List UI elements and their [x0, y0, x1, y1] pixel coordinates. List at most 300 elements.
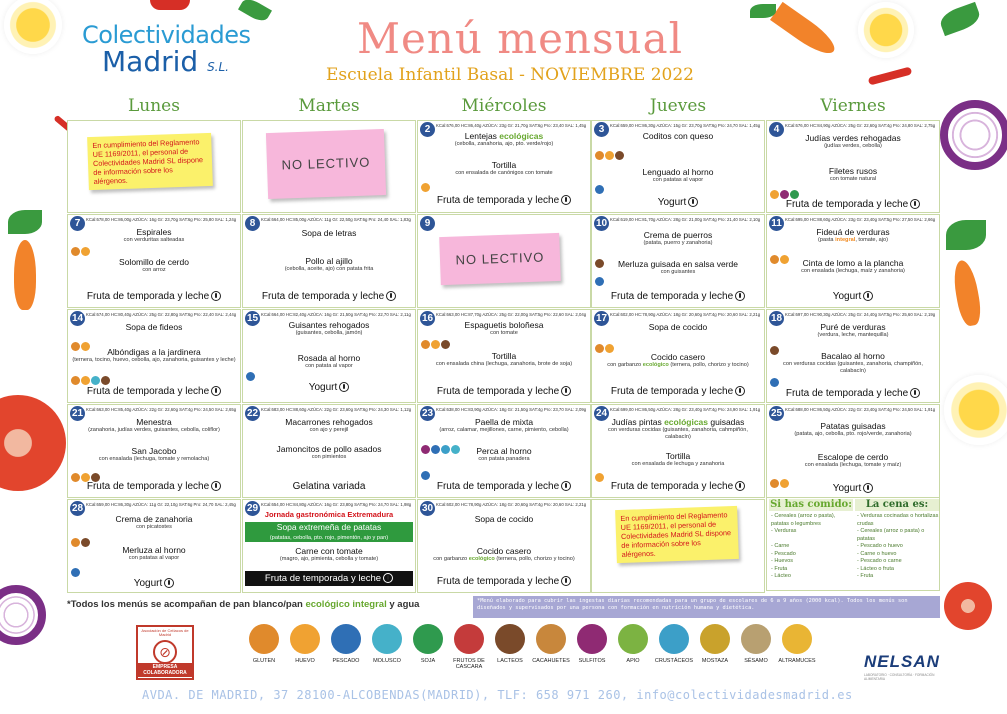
first-dish-detail: [771, 237, 935, 244]
soy-allergen-icon: [413, 624, 443, 654]
second-dish: [243, 444, 415, 461]
fish-allergen-icon: [770, 378, 779, 387]
allergen-label: SOJA: [420, 658, 436, 664]
list-item: - Carne o huevo: [857, 550, 897, 557]
second-dish: [592, 167, 764, 184]
allergen-icons: [770, 251, 790, 261]
day-number: 3: [594, 122, 609, 137]
egg-allergen-icon: [605, 151, 614, 160]
milk-allergen-icon: [863, 291, 873, 301]
first-dish: [767, 227, 939, 244]
list-item: - Pescado o carne: [857, 558, 902, 564]
milk-allergen-icon: [561, 195, 571, 205]
day-cell-17: [591, 309, 765, 403]
allergen-label: MOSTAZA: [701, 658, 729, 664]
dessert: [68, 578, 240, 589]
second-dish-name: Perca al horno: [476, 446, 532, 456]
dessert: [767, 483, 939, 494]
dessert-label: Fruta de temporada y leche: [86, 386, 210, 397]
first-dish-detail: (patatas, cebolla, pto. rojo, pimentón, ajo y pan): [269, 535, 389, 541]
first-dish: [767, 133, 939, 150]
nutrition-info: KCal:676,00 HC:86,40g AZÚCA: 23g Gr: 21,70g SAT:6g Pro: 23,40 SAL: 1,45g: [436, 123, 587, 128]
list-item: - Lácteo o fruta: [857, 565, 894, 572]
tomato-decoration-icon: [0, 395, 66, 491]
dessert: [68, 291, 240, 302]
list-item: - Verduras cocinadas o hortalizas crudas: [857, 513, 939, 527]
milk-allergen-icon: [164, 578, 174, 588]
milk-allergen-icon: [441, 340, 450, 349]
second-dish-detail: [596, 362, 760, 369]
day-number: 24: [595, 408, 608, 419]
dessert-label: Fruta de temporada y leche: [261, 291, 385, 302]
milk-allergen-icon: [735, 291, 745, 301]
fish-allergen-icon: [71, 568, 80, 577]
allergen-icons: [770, 186, 800, 196]
day-cell-3: [591, 120, 765, 213]
second-dish-detail: con patata al vapor: [305, 363, 353, 369]
page-title: Menú mensual: [356, 14, 684, 63]
first-dish: [243, 417, 415, 434]
day-number: 18: [770, 313, 783, 324]
dessert: [418, 195, 590, 206]
legal-note: En cumplimiento del Reglamento UE 1169/2011, el personal de Colectividades Madrid SL dispone de información sobre los alérgenos.: [87, 133, 213, 190]
milk-allergen-icon: [910, 199, 920, 209]
day-number: 28: [71, 503, 84, 514]
nutrition-info: KCal:676,00 HC:84,90g AZÚCA: 25g Gr: 22,60g SAT:4g Pro: 24,80 SAL: 2,75g: [785, 123, 936, 128]
carrot-decoration-icon: [770, 2, 840, 60]
second-dish-detail: con ensalada de lechuga y zanahoria: [631, 461, 725, 467]
allergen-label: HUEVO: [295, 658, 315, 664]
list-item: - Fruta: [857, 573, 874, 579]
milk-allergen-icon: [688, 197, 698, 207]
allergen-legend-item: [326, 624, 366, 664]
dessert-label: Yogurt: [657, 197, 687, 208]
first-dish: [592, 417, 764, 441]
second-dish: [767, 166, 939, 183]
dessert: [592, 386, 764, 397]
first-dish: Sopa de cocido: [648, 322, 708, 332]
second-dish-detail: (ternera, tocino, huevo, cebolla, ajo, zanahoria, guisantes y leche): [72, 357, 236, 363]
allergen-legend-item: [654, 624, 694, 664]
day-cell-30: [417, 499, 591, 593]
allergen-label: PESCADO: [332, 658, 360, 664]
day-cell-28: [67, 499, 241, 593]
first-dish-name: Patatas guisadas: [820, 421, 886, 431]
dessert: [243, 382, 415, 393]
first-dish-detail: con tomate: [490, 330, 518, 336]
allergen-icons: [421, 467, 431, 477]
day-number: 8: [245, 216, 260, 231]
first-dish: [418, 320, 590, 337]
day-cell-21: [67, 404, 241, 498]
nutrition-info: KCal:664,00 HC:82,40g AZÚCA: 16g Gr: 21,50g SAT:4g Pro: 22,70 SAL: 2,11g: [261, 312, 411, 317]
leaf-decoration-icon: [937, 2, 982, 36]
dinner-guide-head-lunch: Si has comido:: [770, 499, 852, 510]
gluten-free-icon: ⊘: [153, 640, 177, 664]
company-logo: [82, 22, 262, 82]
second-dish-name: Tortilla: [491, 160, 517, 170]
allergen-legend-item: [777, 624, 817, 664]
first-dish: [418, 417, 590, 434]
dessert-label: Fruta de temporada y leche: [785, 199, 909, 210]
allergen-legend-item: [572, 624, 612, 664]
nutrition-info: KCal:602,00 HC:78,90g AZÚCA: 18g Gr: 20,60g SAT:4g Pro: 20,60 SAL: 2,21g: [610, 312, 761, 317]
second-dish-detail: con patatas al vapor: [128, 555, 180, 561]
second-dish-detail: con patata panadera: [478, 456, 530, 462]
first-dish: Sopa de fideos: [125, 322, 183, 332]
carrot-decoration-icon: [950, 259, 983, 328]
allergen-icons: [421, 441, 461, 451]
dessert: [68, 386, 240, 397]
list-item: - Cereales (arroz o pasta) o patatas: [857, 528, 925, 542]
allergen-label: FRUTOS DE CASCARA: [453, 658, 485, 670]
day-cell-1: [242, 120, 416, 213]
allergen-label: APIO: [626, 658, 640, 664]
nutrition-info: KCal:678,00 HC:86,00g AZÚCA: 16g Gr: 23,70g SAT:6g Pro: 25,80 SAL: 1,24g: [86, 217, 237, 222]
nutrition-info: KCal:638,00 HC:83,90g AZÚCA: 18g Gr: 21,50g SAT:4g Pro: 23,70 SAL: 2,09g: [436, 407, 587, 412]
day-cell-7: [67, 214, 241, 308]
list-item: - Pescado o huevo: [857, 543, 903, 549]
tomato-decoration-icon: [944, 582, 992, 630]
logo-madrid: Madrid: [102, 45, 199, 78]
allergen-legend-item: [449, 624, 489, 670]
dessert-label: Fruta de temporada y leche: [610, 291, 734, 302]
first-dish-detail: (guisantes, cebolla, jamón): [295, 330, 363, 336]
first-dish: Sopa de letras: [301, 228, 357, 238]
nutrition-info: KCal:664,00 HC:85,00g AZÚCA: 11g Gr: 22,50g SAT:6g Pro: 24,40 SAL: 1,83g: [261, 217, 411, 222]
day-cell-25: [766, 404, 940, 498]
allergen-icons: [421, 179, 431, 189]
first-dish-name: Menestra: [136, 417, 172, 427]
nutrition-info: KCal:695,00 HC:88,60g AZÚCA: 23g Gr: 23,40g SAT:5g Pro: 27,50 SAL: 2,66g: [785, 217, 936, 222]
onion-decoration-icon: [940, 100, 1007, 170]
egg-allergen-icon: [770, 190, 779, 199]
eco-tag: ecológicas: [664, 417, 708, 427]
gluten-allergen-icon: [71, 376, 80, 385]
sulphite-allergen-icon: [577, 624, 607, 654]
first-dish-detail: con verduritas salteadas: [123, 237, 185, 243]
nutrition-info: KCal:659,00 HC:86,30g AZÚCA: 15g Gr: 23,70g SAT:6g Pro: 24,70 SAL: 1,45g: [610, 123, 761, 128]
milk-allergen-icon: [211, 291, 221, 301]
first-dish-detail: (zanahoria, judías verdes, guisantes, cebolla, coliflor): [88, 427, 220, 433]
stamp-bottom-text: EMPRESA COLABORADORA: [138, 663, 192, 677]
allergen-label: CRUSTÁCEOS: [654, 658, 694, 664]
second-dish: [243, 546, 415, 563]
day-cell-14: [67, 309, 241, 403]
second-dish: [418, 546, 590, 563]
nutrition-disclaimer: *Menú elaborado para cubrir las ingestas diarias recomendadas para un grupo de escolares de 6 a 9 años (2000 kcal). Todos los menús son diseñados y supervisados por una persona con formación en nutrición humana y dietética.: [473, 596, 940, 618]
second-dish-name: Cocido casero: [476, 546, 532, 556]
milk-allergen-icon: [339, 382, 349, 392]
day-number: 4: [769, 122, 784, 137]
allergen-legend-item: [285, 624, 325, 664]
day-number: 10: [595, 218, 608, 229]
first-dish-name: Espirales: [136, 227, 172, 237]
fish-allergen-icon: [331, 624, 361, 654]
day-cell-16: [417, 309, 591, 403]
column-header-lunes: Lunes: [128, 96, 180, 116]
allergen-icons: [246, 368, 256, 378]
eco-tag: ecológico integral: [305, 599, 387, 610]
second-dish-detail: con ensalada (lechuga, tomate y remolacha): [98, 456, 210, 462]
first-dish-name: Espaguetis boloñesa: [464, 320, 544, 330]
dessert: [418, 386, 590, 397]
second-dish-name: Tortilla: [665, 451, 691, 461]
egg-decoration-icon: [944, 375, 1007, 445]
milk-allergen-icon: [495, 624, 525, 654]
page-subtitle: Escuela Infantil Basal - NOVIEMBRE 2022: [326, 65, 694, 85]
first-dish: [68, 227, 240, 244]
allergen-legend-item: [613, 624, 653, 664]
leaf-decoration-icon: [750, 4, 776, 18]
sulphite-allergen-icon: [780, 190, 789, 199]
peanut-allergen-icon: [536, 624, 566, 654]
gluten-allergen-icon: [421, 340, 430, 349]
sesame-allergen-icon: [741, 624, 771, 654]
crustacean-allergen-icon: [659, 624, 689, 654]
day-number: 2: [420, 122, 435, 137]
second-dish-name: Escalope de cerdo: [817, 452, 889, 462]
footer-address: AVDA. DE MADRID, 37 28100-ALCOBENDAS(MADRID), TLF: 658 971 260, info@colectividadesmadrid.es: [142, 688, 853, 702]
second-dish-name: Lenguado al horno: [642, 167, 714, 177]
dessert-label: Yogurt: [133, 578, 163, 589]
lupin-allergen-icon: [782, 624, 812, 654]
first-dish-detail: con verduras cocidas (guisantes, zanahoria, cahmpiñón, calabacín): [608, 427, 748, 440]
second-dish: [592, 451, 764, 468]
dessert: [68, 481, 240, 492]
first-dish-detail: con ajo y perejil: [309, 427, 349, 433]
second-dish-detail: con arroz: [142, 267, 166, 273]
no-lectivo-note: NO LECTIVO: [266, 129, 386, 199]
chili-decoration-icon: [868, 66, 913, 85]
second-dish-name: Jamoncitos de pollo asados: [276, 444, 382, 454]
milk-allergen-icon: [561, 386, 571, 396]
dinner-guide-head-dinner: La cena es:: [855, 499, 939, 511]
second-dish: [68, 446, 240, 463]
chili-decoration-icon: [150, 0, 190, 10]
second-dish-detail: con patatas al vapor: [652, 177, 704, 183]
milk-allergen-icon: [211, 481, 221, 491]
first-dish: [243, 320, 415, 337]
first-dish-name: Fideuá de verduras: [816, 227, 890, 237]
second-dish-name: Pollo al ajillo: [305, 256, 353, 266]
milk-allergen-icon: [910, 388, 920, 398]
day-number: 17: [595, 313, 608, 324]
eco-tag: ecológico: [468, 556, 495, 562]
second-dish-detail: con ensalada de canónigos con tomate: [455, 170, 553, 176]
first-dish-name: Guisantes rehogados: [288, 320, 370, 330]
day-number: 22: [246, 408, 259, 419]
second-dish-detail: (cebolla, aceite, ajo) con patata frita: [284, 266, 374, 272]
first-dish-detail: (cebolla, zanahoria, ajo, pto. verde/rojo): [454, 141, 554, 147]
allergen-label: SÉSAMO: [744, 658, 768, 664]
celiac-association-stamp: [136, 625, 194, 680]
allergen-legend-item: [531, 624, 571, 664]
day-cell-10: [591, 214, 765, 308]
detail-suffix: , tomate, ajo): [855, 237, 888, 243]
nelsan-logo: NELSAN: [864, 652, 940, 671]
second-dish-detail: con ensalada (lechuga, maíz y zanahoria): [801, 268, 905, 274]
second-dish-name: San Jacobo: [131, 446, 177, 456]
list-item: - Fruta: [771, 565, 788, 572]
detail-prefix: con garbanzo: [607, 362, 643, 368]
second-dish-name: Bacalao al horno: [821, 351, 885, 361]
egg-allergen-icon: [290, 624, 320, 654]
nutrition-info: KCal:674,00 HC:80,40g AZÚCA: 25g Gr: 22,80g SAT:6g Pro: 22,40 SAL: 2,44g: [86, 312, 237, 317]
allergen-icons: [770, 342, 780, 352]
day-cell-23: [417, 404, 591, 498]
second-dish-detail: con ensalada china (lechuga, zanahoria, brote de soja): [435, 361, 573, 367]
first-dish-name: Crema de zanahoria: [115, 514, 193, 524]
first-dish-detail: (arroz, calamar, mejillones, carne, pimiento, cebolla): [439, 427, 569, 433]
day-number: 23: [421, 408, 434, 419]
first-dish-name: Judías verdes rehogadas: [805, 133, 901, 143]
day-number: 11: [769, 216, 784, 231]
allergen-label: MOLUSCO: [373, 658, 401, 664]
column-header-jueves: Jueves: [649, 96, 707, 116]
list-item: - Huevos: [771, 558, 794, 564]
eco-tag: ecológico: [642, 362, 669, 368]
leaf-decoration-icon: [946, 220, 986, 250]
allergen-label: LACTEOS: [497, 658, 523, 664]
first-dish: [68, 514, 240, 531]
dessert-label: Fruta de temporada y leche: [610, 481, 734, 492]
dessert: [767, 291, 939, 302]
allergen-legend: [244, 624, 824, 674]
dessert-label: Fruta de temporada y leche: [436, 481, 560, 492]
fish-allergen-icon: [595, 277, 604, 286]
milk-allergen-icon: [735, 481, 745, 491]
detail-suffix: (ternera, pollo, chorizo y tocino): [668, 362, 749, 368]
day-cell-11: [766, 214, 940, 308]
day-cell-empty: [591, 499, 765, 593]
first-dish-suffix: guisadas: [708, 417, 745, 427]
second-dish-detail: con tomate natural: [829, 176, 877, 182]
day-cell-2: [417, 120, 591, 213]
milk-allergen-icon: [561, 576, 571, 586]
allergen-icons: [595, 181, 605, 191]
column-header-miercoles: Miércoles: [461, 96, 547, 116]
first-dish-name: Macarrones rehogados: [285, 417, 373, 427]
first-dish-name: Crema de puerros: [643, 230, 713, 240]
allergen-icons: [71, 534, 91, 544]
second-dish: [68, 545, 240, 562]
first-dish: Lentejas ecológicas (cebolla, zanahoria, ajo, pto. verde/rojo): [418, 131, 590, 148]
dessert-label: Fruta de temporada y leche: [785, 388, 909, 399]
first-dish: [592, 230, 764, 247]
detail-suffix: (ternera, pollo, chorizo y tocino): [494, 556, 575, 562]
nutrition-info: KCal:697,00 HC:90,30g AZÚCA: 25g Gr: 24,40g SAT:5g Pro: 25,60 SAL: 2,19g: [785, 312, 936, 317]
dessert-label: Fruta de temporada y leche: [436, 576, 560, 587]
second-dish: [68, 257, 240, 274]
list-item: - Verduras: [771, 528, 797, 534]
leaf-decoration-icon: [8, 210, 42, 234]
day-cell-29: [242, 499, 416, 593]
allergen-icons: [421, 336, 451, 346]
day-cell-22: [242, 404, 416, 498]
second-dish: [592, 259, 764, 276]
dessert: [592, 197, 764, 208]
day-number: 29: [246, 503, 259, 514]
milk-allergen-icon: [383, 573, 393, 583]
second-dish-name: Cocido casero: [650, 352, 706, 362]
day-cell-8: [242, 214, 416, 308]
dessert-label: Fruta de temporada y leche: [264, 573, 382, 584]
dessert-label: Fruta de temporada y leche: [610, 386, 734, 397]
second-dish-name: Filetes rusos: [828, 166, 878, 176]
egg-allergen-icon: [431, 340, 440, 349]
onion-decoration-icon: [0, 585, 46, 645]
milk-allergen-icon: [561, 481, 571, 491]
nutrition-info: KCal:683,00 HC:88,60g AZÚCA: 22g Gr: 23,60g SAT:6g Pro: 24,30 SAL: 1,12g: [261, 407, 412, 412]
dessert-label: Fruta de temporada y leche: [436, 386, 560, 397]
second-dish-name: Merluza al horno: [122, 545, 186, 555]
second-dish: [592, 352, 764, 369]
day-cell-empty: [67, 120, 241, 213]
fish-allergen-icon: [421, 471, 430, 480]
mustard-allergen-icon: [700, 624, 730, 654]
dessert: Gelatina variada: [292, 481, 366, 492]
allergen-icons: [71, 243, 91, 253]
first-dish: [767, 322, 939, 339]
dessert: [418, 576, 590, 587]
first-dish-detail: con picatostes: [136, 524, 172, 530]
allergen-legend-item: [367, 624, 407, 664]
fish-allergen-icon: [246, 372, 255, 381]
list-item: - Lácteo: [771, 573, 791, 579]
allergen-icons: [595, 255, 605, 265]
logo-line1: Colectividades: [82, 21, 251, 49]
dessert: [767, 388, 939, 399]
second-dish-name: Carne con tomate: [295, 546, 363, 556]
allergen-icons: [595, 273, 605, 283]
soy-allergen-icon: [790, 190, 799, 199]
allergen-legend-item: [244, 624, 284, 664]
bread-water-note: [67, 599, 419, 610]
dessert: [592, 291, 764, 302]
list-item: [771, 536, 851, 544]
second-dish: [767, 258, 939, 275]
allergen-legend-item: [408, 624, 448, 664]
logo-sl: S.L.: [207, 60, 229, 74]
milk-allergen-icon: [735, 386, 745, 396]
themed-day-banner: Jornada gastronómica Extremadura: [264, 510, 394, 519]
nutrition-info: KCal:663,00 HC:85,40g AZÚCA: 22g Gr: 22,60g SAT:4g Pro: 24,50 SAL: 2,65g: [86, 407, 237, 412]
allergen-label: CACAHUETES: [532, 658, 570, 664]
first-dish-prefix: Judías pintas: [611, 417, 665, 427]
egg-allergen-icon: [81, 376, 90, 385]
day-number: 25: [770, 408, 783, 419]
day-number: 21: [71, 408, 84, 419]
nutrition-info: KCal:619,00 HC:81,70g AZÚCA: 28g Gr: 21,00g SAT:4g Pro: 21,40 SAL: 2,10g: [610, 217, 761, 222]
allergen-icons: [71, 564, 81, 574]
allergen-icons: [595, 340, 615, 350]
day-cell-18: [766, 309, 940, 403]
nutrition-info: KCal:602,00 HC:78,90g AZÚCA: 18g Gr: 20,60g SAT:4g Pro: 20,60 SAL: 2,21g: [436, 502, 587, 507]
stamp-top-text: Asociación de Celíacos de Madrid: [141, 628, 189, 637]
day-cell-15: [242, 309, 416, 403]
themed-first-dish: [245, 522, 413, 542]
milk-allergen-icon: [615, 151, 624, 160]
list-item: - Carne: [771, 543, 790, 549]
nelsan-tagline: LABORATORIO · CONSULTORÍA · FORMACIÓN ALIMENTARIA: [864, 673, 935, 681]
egg-decoration-icon: [4, 0, 62, 54]
first-dish-name: Puré de verduras: [820, 322, 886, 332]
fish-allergen-icon: [595, 185, 604, 194]
second-dish-name: Rosada al horno: [297, 353, 361, 363]
nutrition-info: KCal:663,00 HC:87,70g AZÚCA: 25g Gr: 22,00g SAT:5g Pro: 22,60 SAL: 2,04g: [436, 312, 587, 317]
nut-allergen-icon: [454, 624, 484, 654]
